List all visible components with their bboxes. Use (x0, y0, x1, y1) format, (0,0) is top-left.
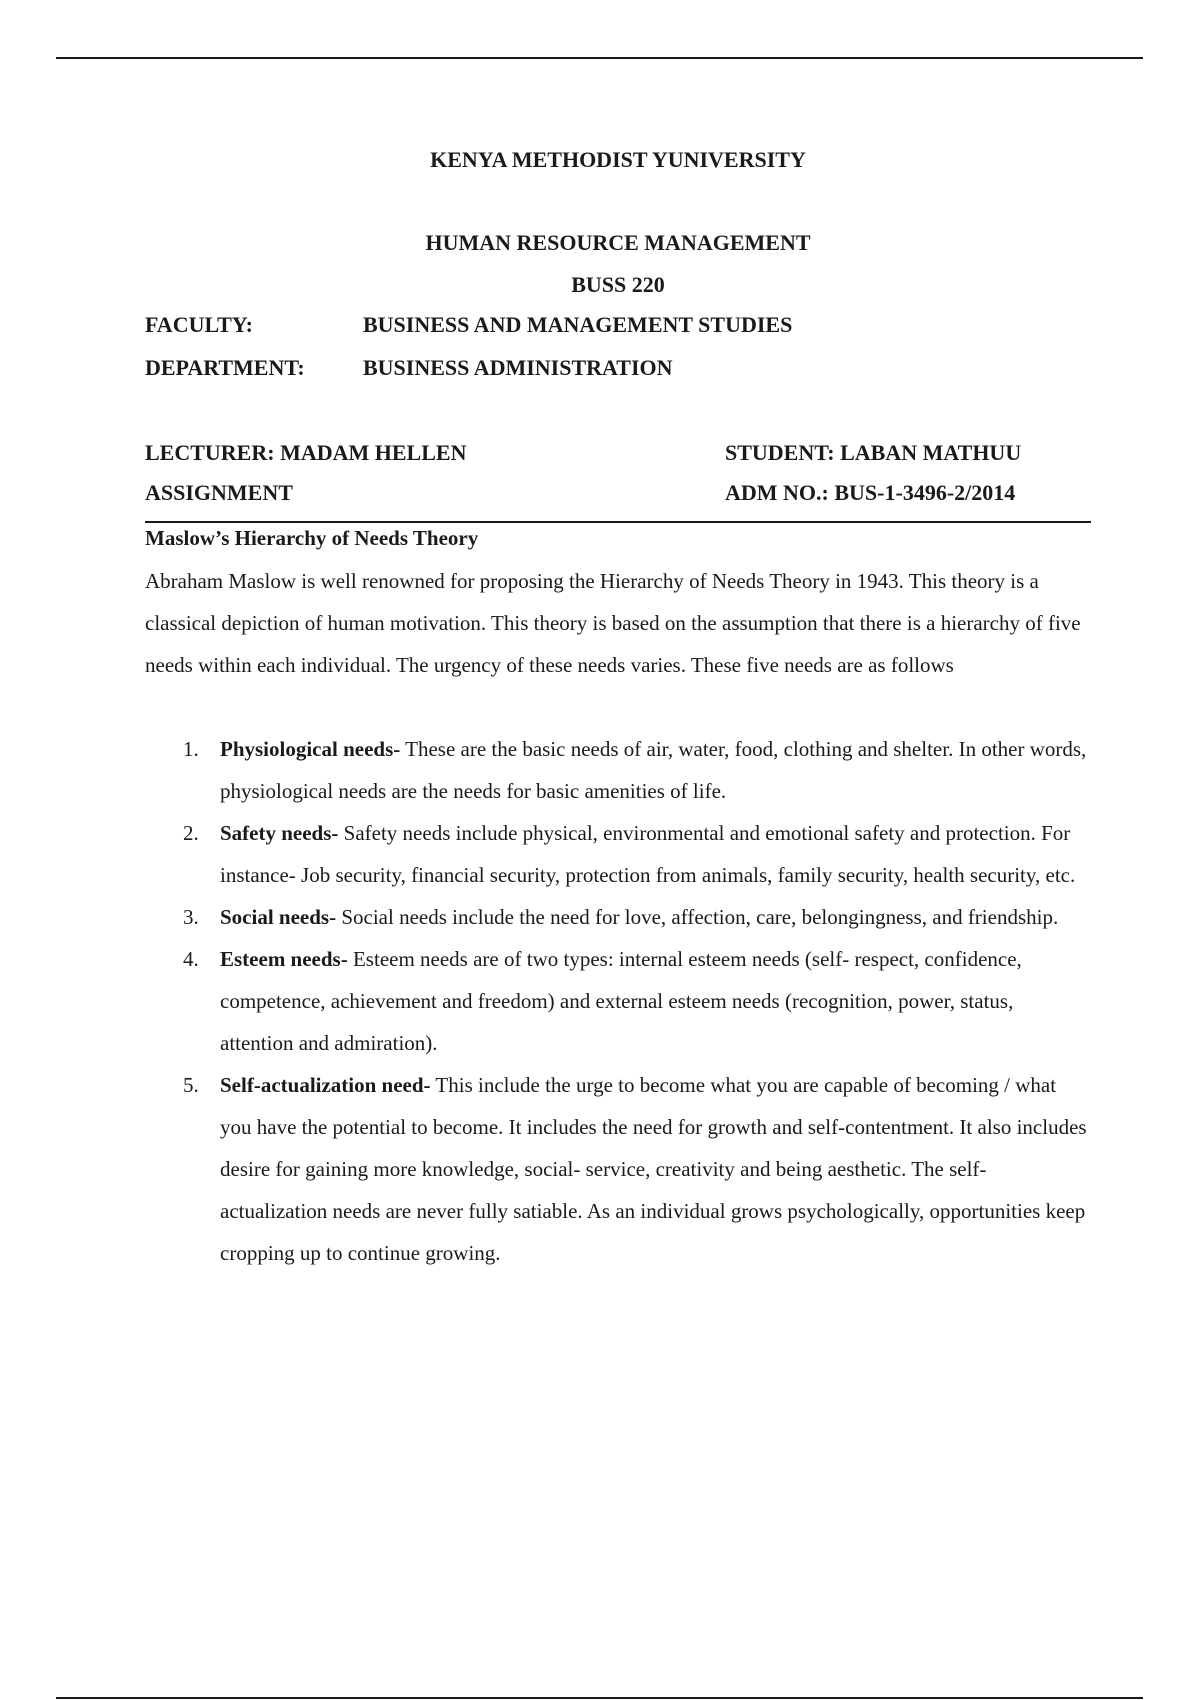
faculty-label: FACULTY: (145, 312, 253, 337)
list-item (145, 1064, 1091, 1274)
intro-paragraph: Abraham Maslow is well renowned for proposing the Hierarchy of Needs Theory in 1943. This theory is a classical depiction of human motivation. This theory is based on the assumption that there is a hierarchy of five needs within each individual. The urgency of these needs varies. These five needs are as follows (145, 569, 1081, 677)
need-term: Physiological needs- (220, 737, 401, 761)
need-description: Social needs include the need for love, affection, care, belongingness, and friendship. (336, 905, 1059, 929)
admission-number: ADM NO.: BUS-1-3496-2/2014 (725, 480, 1016, 505)
list-number: 1. (183, 737, 199, 761)
bottom-rule (56, 1697, 1143, 1699)
need-description: Safety needs include physical, environmental and emotional safety and protection. For instance- Job security, financial security, protection from animals, family security, health security, etc. (220, 821, 1076, 887)
need-term: Safety needs- (220, 821, 339, 845)
list-item (145, 896, 1091, 938)
list-item (145, 938, 1091, 1064)
need-term: Social needs- (220, 905, 337, 929)
faculty-value: BUSINESS AND MANAGEMENT STUDIES (363, 312, 793, 337)
need-description: These are the basic needs of air, water, food, clothing and shelter. In other words, physiological needs are the needs for basic amenities of life. (220, 737, 1087, 803)
list-number: 4. (183, 947, 199, 971)
header-divider (145, 521, 1091, 523)
need-term: Self-actualization need- (220, 1073, 431, 1097)
needs-list (145, 728, 1091, 1274)
assignment-label: ASSIGNMENT (145, 480, 293, 505)
department-value: BUSINESS ADMINISTRATION (363, 355, 673, 380)
list-number: 5. (183, 1073, 199, 1097)
list-item (145, 812, 1091, 896)
section-title: Maslow’s Hierarchy of Needs Theory (145, 526, 479, 550)
need-description: This include the urge to become what you are capable of becoming / what you have the potential to become. It includes the need for growth and self-contentment. It also includes desire for gaining more knowledge, social- service, creativity and being aesthetic. The self- actualization needs are never fully satiable. As an individual grows psychologically, opportunities keep cropping up to continue growing. (220, 1073, 1087, 1265)
department-label: DEPARTMENT: (145, 355, 305, 380)
student-name: STUDENT: LABAN MATHUU (725, 440, 1022, 465)
list-number: 2. (183, 821, 199, 845)
need-term: Esteem needs- (220, 947, 348, 971)
course-title: HUMAN RESOURCE MANAGEMENT (425, 230, 811, 255)
top-rule (56, 57, 1143, 59)
list-number: 3. (183, 905, 199, 929)
lecturer-name: LECTURER: MADAM HELLEN (145, 440, 467, 465)
course-code: BUSS 220 (571, 272, 665, 297)
list-item (145, 728, 1091, 812)
university-title: KENYA METHODIST YUNIVERSITY (430, 147, 806, 172)
need-description: Esteem needs are of two types: internal esteem needs (self- respect, confidence, competence, achievement and freedom) and external esteem needs (recognition, power, status, attention and admiration). (220, 947, 1022, 1055)
